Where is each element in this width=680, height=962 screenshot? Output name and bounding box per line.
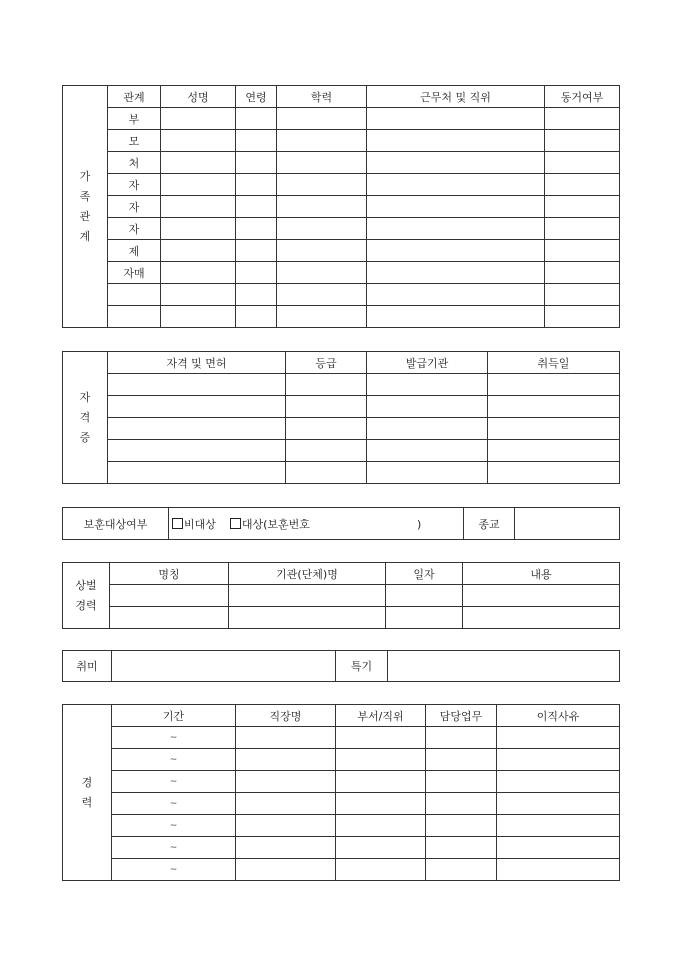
column-header: 기간 [112, 705, 236, 727]
table-row [63, 306, 620, 328]
column-header: 근무처 및 직위 [367, 86, 545, 108]
family-relations-table [62, 85, 620, 328]
header-row [63, 705, 620, 727]
column-header: 취득일 [488, 352, 620, 374]
input-cell[interactable] [336, 727, 426, 749]
input-cell[interactable] [236, 793, 336, 815]
section-label [63, 705, 112, 881]
input-cell[interactable] [367, 306, 545, 328]
input-cell[interactable] [108, 462, 286, 484]
input-cell[interactable] [236, 218, 277, 240]
column-header: 담당업무 [426, 705, 497, 727]
input-cell[interactable] [286, 374, 367, 396]
input-cell[interactable] [236, 262, 277, 284]
table-row [63, 196, 620, 218]
certificates-table [62, 351, 620, 484]
religion-label: 종교 [464, 508, 515, 540]
table-row [63, 727, 620, 749]
input-cell[interactable] [336, 749, 426, 771]
input-cell[interactable] [367, 418, 488, 440]
input-cell[interactable] [488, 440, 620, 462]
table-row [63, 240, 620, 262]
section-label [63, 352, 108, 484]
input-cell[interactable] [236, 152, 277, 174]
input-cell[interactable] [236, 130, 277, 152]
input-cell[interactable] [108, 418, 286, 440]
input-cell[interactable] [367, 108, 545, 130]
input-cell[interactable] [367, 240, 545, 262]
column-header: 동거여부 [545, 86, 620, 108]
column-header: 명칭 [110, 563, 229, 585]
table-row [63, 284, 620, 306]
table-row [63, 218, 620, 240]
input-cell[interactable] [426, 837, 497, 859]
section-label-text: 자격증 [79, 390, 91, 444]
header-row [63, 352, 620, 374]
row-label-cell: 부 [108, 108, 161, 130]
section-label [63, 563, 110, 629]
input-cell[interactable] [545, 306, 620, 328]
not-target-checkbox[interactable] [172, 518, 216, 531]
input-cell[interactable] [545, 174, 620, 196]
veteran-status-label: 보훈대상여부 [63, 508, 169, 540]
section-label-text: 경력 [75, 598, 97, 612]
input-cell[interactable] [386, 585, 463, 607]
column-header: 내용 [463, 563, 620, 585]
column-header: 관계 [108, 86, 161, 108]
input-cell[interactable] [277, 152, 367, 174]
input-cell[interactable] [286, 396, 367, 418]
hobby-label: 취미 [63, 651, 112, 682]
input-cell[interactable] [488, 396, 620, 418]
table-row [63, 837, 620, 859]
input-cell[interactable] [545, 130, 620, 152]
input-cell[interactable] [236, 727, 336, 749]
column-header: 등급 [286, 352, 367, 374]
input-cell[interactable] [336, 793, 426, 815]
table-row [63, 418, 620, 440]
input-cell[interactable] [545, 218, 620, 240]
close-paren: ) [416, 517, 422, 531]
input-cell[interactable] [161, 108, 236, 130]
input-cell[interactable] [236, 859, 336, 881]
veteran-status-table [62, 507, 620, 540]
input-cell[interactable] [336, 771, 426, 793]
input-cell[interactable] [286, 418, 367, 440]
input-cell[interactable] [497, 793, 620, 815]
column-header: 이직사유 [497, 705, 620, 727]
input-cell[interactable] [336, 815, 426, 837]
input-cell[interactable] [236, 284, 277, 306]
table-row [63, 771, 620, 793]
hobby-input[interactable] [112, 651, 336, 682]
input-cell[interactable] [277, 240, 367, 262]
row-label-cell: ~ [112, 815, 236, 837]
column-header: 발급기관 [367, 352, 488, 374]
input-cell[interactable] [367, 218, 545, 240]
column-header: 직장명 [236, 705, 336, 727]
row-label-cell: 자매 [108, 262, 161, 284]
input-cell[interactable] [336, 859, 426, 881]
table-row [63, 815, 620, 837]
input-cell[interactable] [236, 174, 277, 196]
input-cell[interactable] [367, 284, 545, 306]
input-cell[interactable] [367, 440, 488, 462]
column-header: 자격 및 면허 [108, 352, 286, 374]
input-cell[interactable] [108, 306, 161, 328]
input-cell[interactable] [497, 727, 620, 749]
column-header: 부서/직위 [336, 705, 426, 727]
input-cell[interactable] [367, 196, 545, 218]
section-label-text: 상벌 [75, 578, 97, 592]
not-target-label: 비대상 [184, 517, 216, 531]
row-label-cell: ~ [112, 727, 236, 749]
table-row [63, 462, 620, 484]
table-row [63, 108, 620, 130]
input-cell[interactable] [426, 793, 497, 815]
table-row [63, 130, 620, 152]
input-cell[interactable] [488, 462, 620, 484]
input-cell[interactable] [236, 306, 277, 328]
table-row [63, 152, 620, 174]
input-cell[interactable] [277, 284, 367, 306]
input-cell[interactable] [161, 284, 236, 306]
input-cell[interactable] [161, 262, 236, 284]
input-cell[interactable] [108, 440, 286, 462]
hobby-skill-table [62, 650, 620, 682]
input-cell[interactable] [277, 306, 367, 328]
header-row [63, 563, 620, 585]
input-cell[interactable] [336, 837, 426, 859]
input-cell[interactable] [229, 607, 386, 629]
table-row [63, 262, 620, 284]
table-row [63, 396, 620, 418]
input-cell[interactable] [367, 174, 545, 196]
input-cell[interactable] [236, 240, 277, 262]
input-cell[interactable] [497, 837, 620, 859]
input-cell[interactable] [277, 130, 367, 152]
career-table [62, 704, 620, 881]
row-label-cell: ~ [112, 859, 236, 881]
table-row [63, 859, 620, 881]
row-label-cell: 자 [108, 218, 161, 240]
input-cell[interactable] [488, 374, 620, 396]
input-cell[interactable] [236, 815, 336, 837]
row-label-cell: ~ [112, 771, 236, 793]
table-row [63, 749, 620, 771]
input-cell[interactable] [426, 859, 497, 881]
table-row [63, 374, 620, 396]
input-cell[interactable] [367, 152, 545, 174]
input-cell[interactable] [286, 440, 367, 462]
row-label-cell: 제 [108, 240, 161, 262]
input-cell[interactable] [545, 262, 620, 284]
input-cell[interactable] [545, 196, 620, 218]
input-cell[interactable] [277, 218, 367, 240]
input-cell[interactable] [545, 240, 620, 262]
row-label-cell: ~ [112, 837, 236, 859]
input-cell[interactable] [108, 374, 286, 396]
section-label-text: 가족관계 [79, 169, 91, 243]
input-cell[interactable] [426, 771, 497, 793]
input-cell[interactable] [108, 284, 161, 306]
row-label-cell: 자 [108, 174, 161, 196]
input-cell[interactable] [236, 108, 277, 130]
input-cell[interactable] [497, 749, 620, 771]
row-label-cell: 처 [108, 152, 161, 174]
row-label-cell: ~ [112, 793, 236, 815]
column-header: 학력 [277, 86, 367, 108]
input-cell[interactable] [161, 240, 236, 262]
input-cell[interactable] [367, 130, 545, 152]
column-header: 기관(단체)명 [229, 563, 386, 585]
input-cell[interactable] [545, 108, 620, 130]
input-cell[interactable] [110, 607, 229, 629]
input-cell[interactable] [367, 374, 488, 396]
input-cell[interactable] [426, 727, 497, 749]
row-label-cell: ~ [112, 749, 236, 771]
veteran-options [169, 508, 464, 540]
input-cell[interactable] [386, 607, 463, 629]
input-cell[interactable] [161, 130, 236, 152]
input-cell[interactable] [497, 815, 620, 837]
awards-table [62, 562, 620, 629]
input-cell[interactable] [497, 859, 620, 881]
row-label-cell: 모 [108, 130, 161, 152]
input-cell[interactable] [367, 462, 488, 484]
table-row [63, 607, 620, 629]
input-cell[interactable] [161, 218, 236, 240]
input-cell[interactable] [161, 174, 236, 196]
table-row [63, 793, 620, 815]
input-cell[interactable] [545, 284, 620, 306]
input-cell[interactable] [161, 196, 236, 218]
input-cell[interactable] [277, 174, 367, 196]
input-cell[interactable] [277, 262, 367, 284]
input-cell[interactable] [236, 771, 336, 793]
header-row [63, 86, 620, 108]
input-cell[interactable] [488, 418, 620, 440]
input-cell[interactable] [426, 815, 497, 837]
column-header: 성명 [161, 86, 236, 108]
input-cell[interactable] [161, 152, 236, 174]
column-header: 연령 [236, 86, 277, 108]
input-cell[interactable] [463, 607, 620, 629]
input-cell[interactable] [497, 771, 620, 793]
input-cell[interactable] [277, 108, 367, 130]
table-row [63, 174, 620, 196]
input-cell[interactable] [286, 462, 367, 484]
section-label [63, 86, 108, 328]
input-cell[interactable] [426, 749, 497, 771]
row-label-cell: 자 [108, 196, 161, 218]
skill-input[interactable] [388, 651, 620, 682]
table-row [63, 585, 620, 607]
input-cell[interactable] [161, 306, 236, 328]
input-cell[interactable] [277, 196, 367, 218]
input-cell[interactable] [229, 585, 386, 607]
input-cell[interactable] [108, 396, 286, 418]
input-cell[interactable] [236, 749, 336, 771]
input-cell[interactable] [236, 196, 277, 218]
section-label-text: 경력 [81, 775, 93, 809]
skill-label: 특기 [336, 651, 388, 682]
input-cell[interactable] [463, 585, 620, 607]
input-cell[interactable] [545, 152, 620, 174]
religion-input[interactable] [515, 508, 620, 540]
target-checkbox[interactable] [230, 518, 310, 531]
input-cell[interactable] [367, 262, 545, 284]
input-cell[interactable] [110, 585, 229, 607]
column-header: 일자 [386, 563, 463, 585]
table-row [63, 440, 620, 462]
input-cell[interactable] [367, 396, 488, 418]
target-label: 대상(보훈번호 [241, 517, 310, 531]
input-cell[interactable] [236, 837, 336, 859]
